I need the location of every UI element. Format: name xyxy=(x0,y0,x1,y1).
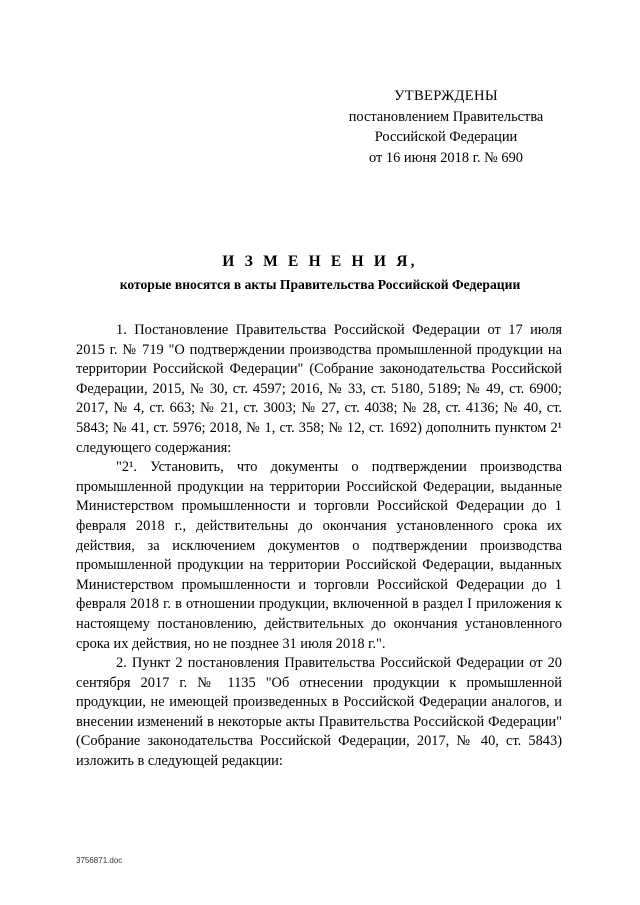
approval-stamp xyxy=(330,86,562,168)
document-title: И З М Е Н Е Н И Я, xyxy=(222,253,418,270)
document-body xyxy=(76,321,562,772)
paragraph-2-quote: "2¹. Установить, что документы о подтверждении производства промышленной продукции на территории Российской Федерации, выданные Министерством промышленности и торговли Российской Федерации до 1 февраля 2018 г., действительны до окончания установленного срока их действия, за исключением документов о подтверждении производства промышленной продукции на территории Российской Федерации, выданных Министерством промышленности и торговли Российской Федерации до 1 февраля 2018 г. в отношении продукции, включенной в раздел I приложения к настоящему постановлению, действительных до окончания установленного срока их действия, но не позднее 31 июля 2018 г.". xyxy=(76,459,562,652)
approval-line-1: постановлением Правительства xyxy=(348,108,544,125)
paragraph-3: 2. Пункт 2 постановления Правительства Российской Федерации от 20 сентября 2017 г. № 1135 "Об отнесении продукции к промышленной продукции, не имеющей произведенных в Российской Федерации аналогов, и внесении изменений в некоторые акты Правительства Российской Федерации" (Собрание законодательства Российской Федерации, 2017, № 40, ст. 5843) изложить в следующей редакции: xyxy=(76,655,562,770)
approval-title: УТВЕРЖДЕНЫ xyxy=(394,88,498,104)
approval-line-2: Российской Федерации xyxy=(374,129,518,145)
document-subtitle: которые вносятся в акты Правительства Российской Федерации xyxy=(119,277,521,292)
file-name-footer: 3756871.doc xyxy=(76,856,123,865)
paragraph-1: 1. Постановление Правительства Российской Федерации от 17 июля 2015 г. № 719 "О подтверждении производства промышленной продукции на территории Российской Федерации" (Собрание законодательства Российской Федерации, 2015, № 30, ст. 4597; 2016, № 33, ст. 5180, 5189; № 49, ст. 6900; 2017, № 4, ст. 663; № 21, ст. 3003; № 27, ст. 4038; № 28, ст. 4136; № 40, ст. 5843; № 41, ст. 5976; 2018, № 1, ст. 358; № 12, ст. 1692) дополнить пунктом 2¹ следующего содержания: xyxy=(76,322,562,456)
approval-line-3: от 16 июня 2018 г. № 690 xyxy=(368,149,524,166)
